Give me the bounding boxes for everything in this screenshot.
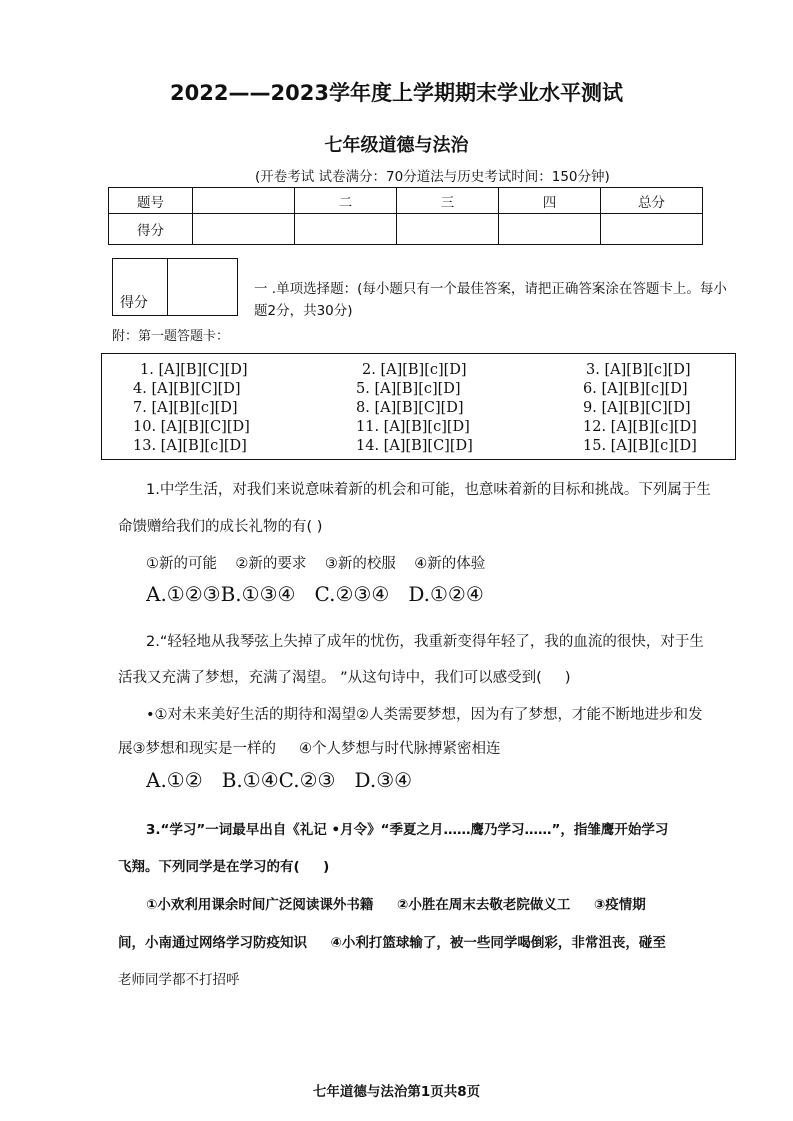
score-table-cell: 得分 [109, 214, 193, 245]
answer-card-item[interactable]: 4. [A][B][C][D] [133, 381, 241, 397]
score-table-input-cell[interactable] [193, 214, 295, 245]
exam-title: 2022——2023学年度上学期期末学业水平测试 [170, 81, 623, 105]
answer-card-item[interactable]: 1. [A][B][C][D] [140, 362, 248, 378]
answer-card-row [102, 362, 735, 381]
score-table-cell: 总分 [601, 188, 703, 214]
q3-line4: 间，小南通过网络学习防疫知识 ④小利打篮球输了，被一些同学喝倒彩，非常沮丧，碰至 [118, 935, 666, 951]
exam-note: (开卷考试 试卷满分：70分道法与历史考试时间：150分钟) [255, 169, 610, 185]
answer-card-item[interactable]: 9. [A][B][C][D] [583, 400, 691, 416]
score-table-input-cell[interactable] [499, 214, 601, 245]
answer-card-row [102, 419, 735, 438]
q1-options: A.①②③B.①③④ C.②③④ D.①②④ [146, 582, 484, 606]
section1-heading: 一 .单项选择题：(每小题只有一个最佳答案，请把正确答案涂在答题卡上。每小题2分，共30分) [254, 281, 727, 319]
answer-card-item[interactable]: 12. [A][B][c][D] [583, 419, 697, 435]
answer-card-item[interactable]: 3. [A][B][c][D] [586, 362, 691, 378]
score-table-header-row [109, 188, 703, 214]
q2-options: A.①② B.①④C.②③ D.③④ [146, 768, 413, 792]
score-box-label: 得分 [120, 295, 148, 311]
answer-card-item[interactable]: 2. [A][B][c][D] [362, 362, 467, 378]
answer-card-item[interactable]: 8. [A][B][C][D] [356, 400, 464, 416]
answer-card-caption: 附：第一题答题卡： [112, 329, 230, 344]
q2-line3: •①对未来美好生活的期待和渴望②人类需要梦想，因为有了梦想，才能不断地进步和发 [146, 707, 703, 723]
answer-card-row [102, 438, 735, 457]
score-table-input-cell[interactable] [397, 214, 499, 245]
answer-card-item[interactable]: 13. [A][B][c][D] [133, 438, 247, 454]
answer-card-item[interactable]: 5. [A][B][c][D] [356, 381, 461, 397]
answer-card-item[interactable]: 11. [A][B][c][D] [356, 419, 470, 435]
q1-items: ①新的可能 ②新的要求 ③新的校服 ④新的体验 [146, 556, 486, 572]
exam-subtitle: 七年级道德与法治 [324, 135, 469, 156]
answer-card-item[interactable]: 15. [A][B][c][D] [583, 438, 697, 454]
score-table-cell [193, 188, 295, 214]
score-box-divider [167, 259, 168, 315]
section-score-box [112, 258, 238, 316]
score-table-input-cell[interactable] [295, 214, 397, 245]
q2-line4: 展③梦想和现实是一样的 ④个人梦想与时代脉搏紧密相连 [118, 741, 501, 757]
q3-line1: 3.“学习”一词最早出自《礼记 •月令》“季夏之月……鹰乃学习……”，指雏鹰开始学习 [146, 822, 669, 838]
answer-card-item[interactable]: 7. [A][B][c][D] [133, 400, 238, 416]
answer-card-item[interactable]: 6. [A][B][c][D] [583, 381, 688, 397]
q3-line3: ①小欢利用课余时间广泛阅读课外书籍 ②小胜在周末去敬老院做义工 ③疫情期 [146, 897, 646, 913]
q3-line5: 老师同学都不打招呼 [118, 972, 240, 988]
q1-line1: 1.中学生活，对我们来说意味着新的机会和可能，也意味着新的目标和挑战。下列属于生 [146, 482, 711, 498]
answer-card-row [102, 381, 735, 400]
score-table-cell: 题号 [109, 188, 193, 214]
answer-card [101, 353, 736, 460]
score-table-cell: 二 [295, 188, 397, 214]
page-footer: 七年道德与法治第1页共8页 [312, 1084, 481, 1100]
q3-line2: 飞翔。下列同学是在学习的有( ) [118, 859, 330, 875]
score-table-score-row [109, 214, 703, 245]
answer-card-row [102, 400, 735, 419]
answer-card-item[interactable]: 14. [A][B][C][D] [356, 438, 473, 454]
q2-line2: 活我又充满了梦想，充满了渴望。 ”从这句诗中，我们可以感受到( ) [118, 670, 571, 686]
q1-line2: 命馈赠给我们的成长礼物的有( ) [118, 519, 323, 535]
score-table-cell: 三 [397, 188, 499, 214]
score-table [108, 187, 703, 245]
score-table-cell: 四 [499, 188, 601, 214]
q2-line1: 2.“轻轻地从我琴弦上失掉了成年的忧伤，我重新变得年轻了，我的血流的很快，对于生 [146, 634, 704, 650]
score-table-input-cell[interactable] [601, 214, 703, 245]
answer-card-item[interactable]: 10. [A][B][C][D] [133, 419, 250, 435]
